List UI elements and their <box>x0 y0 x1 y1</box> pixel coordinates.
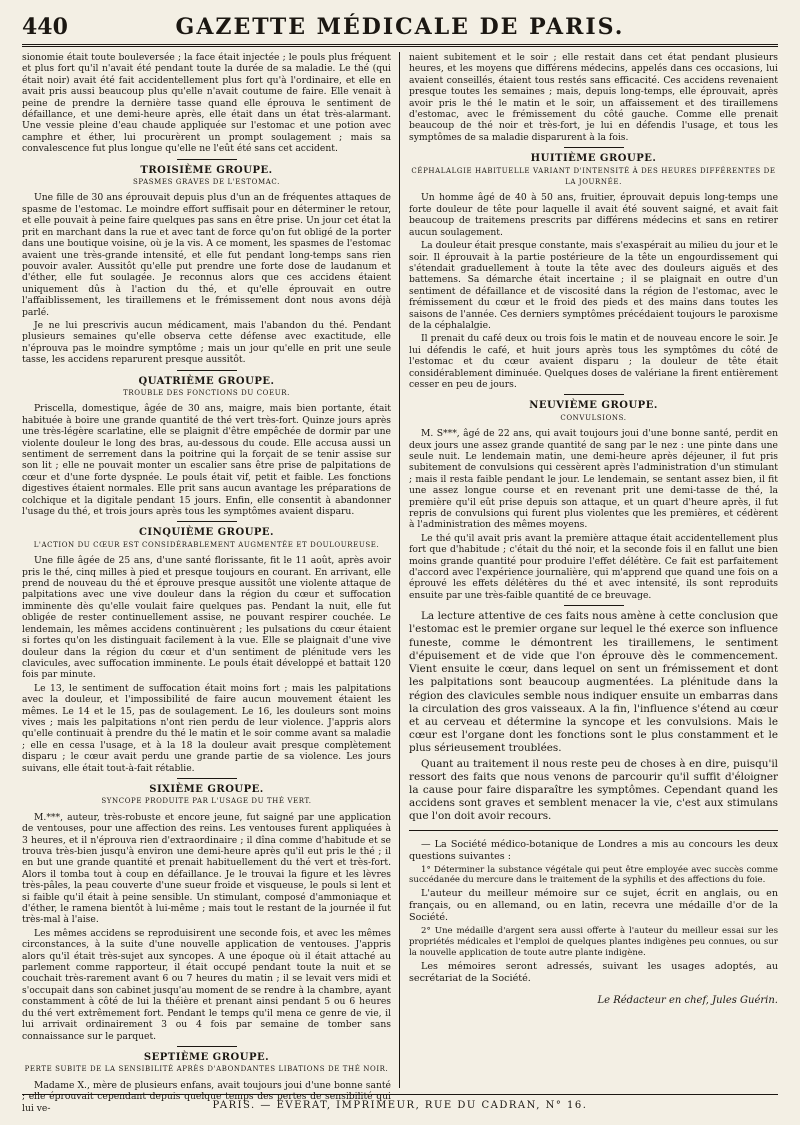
section-title: NEUVIÈME GROUPE. <box>529 400 658 412</box>
paragraph: Le thé qu'il avait pris avant la première attaque était accidentellement plus fort que d'habitude ; c'était du thé noir, et la seconde fois il en fallut une bien moins grande quantité pour produire l'effet délétère. Ce fait est parfaitement d'accord avec l'expérience journalière, qui m'apprend que quand une fois on a éprouvé les effets délétères du thé et avec intensité, ils sont reproduits ensuite par une très-faible quantité de ce breuvage. <box>409 532 778 601</box>
page-number: 440 <box>22 14 68 40</box>
paragraph: Quant au traitement il nous reste peu de choses à en dire, puisqu'il ressort des faits que nous venons de parcourir qu'il suffit d'éloigner la cause pour faire disparaître les symptômes. Cependant quand les accidens sont graves et semblent menacer la vie, c'est aux stimulans que l'on doit avoir recours. <box>409 757 778 823</box>
divider <box>177 521 237 522</box>
paragraph: Il prenait du café deux ou trois fois le matin et de nouveau encore le soir. Je lui défendis le café, et huit jours après tous les symptômes du côté de l'estomac et du cœur avaient disparu ; la douleur de tête était considérablement diminuée. Quelques doses de valériane la firent entièrement cesser en peu de jours. <box>409 333 778 390</box>
divider <box>564 147 624 148</box>
paragraph: — La Société médico-botanique de Londres a mis au concours les deux questions suivantes : <box>409 838 778 862</box>
divider <box>177 1046 237 1047</box>
paragraph: naient subitement et le soir ; elle restait dans cet état pendant plusieurs heures, et les moyens que différens médecins, appelés dans ces occasions, lui avaient conseillés, étaient tous restés sans efficacité. Ces accidens revenaient presque toutes les semaines ; mais, depuis long-temps, elle éprouvait, après avoir pris le thé le matin et le soir, un affaissement et des tiraillemens d'estomac, avec le frémissement du côté gauche. Comme elle prenait beaucoup de thé noir et très-fort, je lui en défendis l'usage, et tous les symptômes de sa maladie disparurent à la fois. <box>409 52 778 143</box>
paragraph: La lecture attentive de ces faits nous amène à cette conclusion que l'estomac est le premier organe sur lequel le thé exerce son influence funeste, comme le démontrent les tiraillemens, le sentiment d'épuisement et de vide que l'on éprouve dès le commencement. Vient ensuite le cœur, dans lequel on sent un frémissement et dont les palpitations sont beaucoup augmentées. La plénitude dans la région des clavicules semble nous indiquer ensuite un embarras dans la circulation des gros vaisseaux. A la fin, l'influence s'étend au cœur et au cerveau et détermine la syncope et les convulsions. Mais le cœur est l'organe dont les fonctions sont le plus constamment et le plus sérieusement troublées. <box>409 610 778 755</box>
journal-title: GAZETTE MÉDICALE DE PARIS. <box>175 14 625 40</box>
paragraph: La douleur était presque constante, mais s'exaspérait au milieu du jour et le soir. Il éprouvait à la partie postérieure de la tête un engourdissement qui s'étendait graduellement à toute la tête avec des douleurs aiguës et des battemens. Sa démarche était incertaine ; il se plaignait en outre d'un sentiment de défaillance et de viscosité dans la région de l'estomac, avec le frémissement du cœur et le froid des pieds et des mains dans toutes les saisons de l'année. Ces derniers symptômes précédaient toujours le paroxisme de la céphalalgie. <box>409 240 778 331</box>
paragraph: M.***, auteur, très-robuste et encore jeune, fut saigné par une application de ventouses, pour une affection des reins. Les ventouses furent appliquées à 3 heures, et il n'éprouva rien d'extraordinaire ; il dîna comme d'habitude et se trouva très-bien jusqu'à environ une demi-heure après qu'il eut pris le thé ; il en but une grande quantité et prenait habituellement du thé vert et très-fort. Alors il tomba tout à coup en défaillance. Je le trouvai la figure et les lèvres très-pâles, la peau couverte d'une sueur froide et visqueuse, le pouls si lent et si faible qu'il était à peine sensible. Un stimulant, composé d'ammoniaque et d'éther, le ramena bientôt à lui-même ; mais tout le restant de la journée il fut très-mal à l'aise. <box>22 811 391 926</box>
section-subtitle: CÉPHALALGIE HABITUELLE VARIANT D'INTENSITÉ À DES HEURES DIFFÉRENTES DE LA JOURNÉE. <box>411 166 776 187</box>
left-column <box>22 52 391 1114</box>
paragraph: Un homme âgé de 40 à 50 ans, fruitier, éprouvait depuis long-temps une forte douleur de tête pour laquelle il avait été souvent saigné, et avait fait beaucoup de traitemens prescrits par différens médecins et sans en retirer aucun soulagement. <box>409 192 778 238</box>
section-subtitle: CONVULSIONS. <box>560 413 627 422</box>
section-subtitle: PERTE SUBITE DE LA SENSIBILITÉ APRÈS D'ABONDANTES LIBATIONS DE THÉ NOIR. <box>24 1065 389 1074</box>
divider <box>177 778 237 779</box>
section-subtitle: SPASMES GRAVES DE L'ESTOMAC. <box>133 178 280 187</box>
section-title: HUITIÈME GROUPE. <box>530 153 657 165</box>
editor-signature: Le Rédacteur en chef, Jules Guérin. <box>597 994 778 1006</box>
column-rule <box>399 52 400 1088</box>
divider <box>177 159 237 160</box>
paragraph: 1° Déterminer la substance végétale qui peut être employée avec succès comme succédanée du mercure dans le traitement de la syphilis et des affections du foie. <box>409 864 778 886</box>
section-subtitle: SYNCOPE PRODUITE PAR L'USAGE DU THÉ VERT. <box>101 797 312 806</box>
paragraph: 2° Une médaille d'argent sera aussi offerte à l'auteur du meilleur essai sur les propriétés médicales et l'emploi de quelques plantes indigènes peu connues, ou sur la nouvelle application de toute autre plante indigène. <box>409 926 778 958</box>
section-title: SIXIÈME GROUPE. <box>149 783 264 795</box>
paragraph: L'auteur du meilleur mémoire sur ce sujet, écrit en anglais, ou en français, ou en allemand, ou en latin, recevra une médaille d'or de la Société. <box>409 888 778 924</box>
announcement <box>409 839 778 985</box>
paragraph: Priscella, domestique, âgée de 30 ans, maigre, mais bien portante, était habituée à boire une grande quantité de thé vert très-fort. Quinze jours après une très-légère scarlatine, elle se plaignit d'être empêchée de dormir par une violente douleur le long des bras, au-dessous du coude. Elle accusa aussi un sentiment de serrement dans la poitrine qui la forçait de se tenir assise sur son lit ; elle ne pouvait monter un escalier sans être prise de palpitations de cœur et d'une forte dyspnée. Le pouls était vif, petit et faible. Les fonctions digestives étaient normales. Elle prit sans aucun avantage les préparations de colchique et la digitale pendant 15 jours. Enfin, elle consentit à abandonner l'usage du thé, et trois jours après tous les symptômes avaient disparu. <box>22 403 391 518</box>
masthead <box>22 8 778 47</box>
paragraph: Les mémoires seront adressés, suivant les usages adoptés, au secrétariat de la Société. <box>409 960 778 984</box>
paragraph: Le 13, le sentiment de suffocation était moins fort ; mais les palpitations avec la douleur, et l'impossibilité de faire aucun mouvement étaient les mêmes. Le 14 et le 15, pas de soulagement. Le 16, les douleurs sont moins vives ; mais les palpitations n'ont rien perdu de leur violence. J'appris alors qu'elle continuait à prendre du thé le matin et le soir comme avant sa maladie ; elle en cessa l'usage, et à la 18 la douleur avait presque complètement disparu ; le cœur avait perdu une grande partie de sa violence. Les jours suivans, elle était tout-à-fait rétablie. <box>22 682 391 774</box>
paragraph: Les mêmes accidens se reproduisirent une seconde fois, et avec les mêmes circonstances, à la suite d'une nouvelle application de ventouses. J'appris alors qu'il était très-sujet aux syncopes. A une époque où il était attaché au parlement comme rapporteur, il était occupé pendant toute la nuit et se couchait très-rarement avant 6 ou 7 heures du matin ; il se levait vers midi et s'occupait dans son cabinet jusqu'au moment de se rendre à la chambre, ayant constamment à côté de lui la théière et prenant ainsi pendant 5 ou 6 heures du thé vert extrêmement fort. Pendant le temps qu'il mena ce genre de vie, il lui arrivait ordinairement 3 ou 4 fois par semaine de tomber sans connaissance sur le parquet. <box>22 927 391 1042</box>
divider <box>177 370 237 371</box>
paragraph: Une fille de 30 ans éprouvait depuis plus d'un an de fréquentes attaques de spasme de l'estomac. Le moindre effort suffisait pour en déterminer le retour, et elle pouvait à peine faire quelques pas sans en être prise. Un jour cet état la prit en marchant dans la rue et avec tant de force qu'on fut obligé de la porter dans une boutique voisine, où je la vis. A ce moment, les spasmes de l'estomac avaient une très-grande intensité, et elle fut pendant long-temps sans rien pouvoir avaler. Aussitôt qu'elle put prendre une forte dose de laudanum et d'éther, elle fut soulagée. Je reconnus alors que ces accidens étaient uniquement dûs à l'action du thé, et qu'elle éprouvait en outre l'affaiblissement, les tiraillemens et le frémissement dont nous avons déjà parlé. <box>22 192 391 318</box>
divider <box>564 605 624 606</box>
conclusion <box>409 610 778 823</box>
section-subtitle: TROUBLE DES FONCTIONS DU COEUR. <box>123 388 290 397</box>
paragraph: M. S***, âgé de 22 ans, qui avait toujours joui d'une bonne santé, perdit en deux jours une assez grande quantité de sang par le nez : une pinte dans une seule nuit. Le lendemain matin, une demi-heure après déjeuner, il fut pris subitement de convulsions qui cessèrent après l'administration d'un stimulant ; mais il resta faible pendant le jour. Le lendemain, se sentant assez bien, il fit une assez longue course et en revenant prit une demi-tasse de thé, la première qu'il eût prise depuis son attaque, et un quart d'heure après, il fut repris de convulsions qui furent plus violentes que les premières, et cédèrent à l'administration des mêmes moyens. <box>409 428 778 531</box>
section-subtitle: L'ACTION DU CŒUR EST CONSIDÉRABLEMENT AUGMENTÉE ET DOULOUREUSE. <box>33 540 380 549</box>
right-column <box>409 52 778 1088</box>
divider <box>564 394 624 395</box>
paragraph: sionomie était toute bouleversée ; la face était injectée ; le pouls plus fréquent et plus fort qu'il n'avait été pendant toute la durée de sa maladie. Le thé (qui était noir) avait été fait accidentellement plus fort qu'à l'ordinaire, et elle en avait pris aussi beaucoup plus qu'elle n'avait coutume de faire. Elle venait à peine de prendre la dernière tasse quand elle éprouva le sentiment de défaillance, et une demi-heure après, elle était dans un état très-alarmant. Une vessie pleine d'eau chaude appliquée sur l'estomac et une potion avec camphre et éther, lui procurèrent un prompt soulagement ; mais sa convalescence fut plus longue qu'elle ne l'eût été sans cet accident. <box>22 52 391 155</box>
section-title: CINQUIÈME GROUPE. <box>138 527 275 539</box>
section-title: QUATRIÈME GROUPE. <box>138 375 275 387</box>
printer-imprint: PARIS. — ÉVERAT, IMPRIMEUR, RUE DU CADRAN, N° 16. <box>22 1094 778 1111</box>
paragraph: Une fille âgée de 25 ans, d'une santé florissante, fit le 11 août, après avoir pris le thé, cinq milles à pied et presque toujours en courant. En arrivant, elle prend de nouveau du thé et éprouve presque aussitôt une violente attaque de palpitations avec une vive douleur dans la région du cœur et suffocation imminente dès qu'elle voulait faire quelques pas. Pendant la nuit, elle fut obligée de rester continuellement assise, ne pouvant respirer couchée. Le lendemain, les mêmes accidens continuèrent ; les pulsations du cœur étaient si fortes qu'on les distinguait facilement à la vue. Elle se plaignait d'une vive douleur dans la région du cœur et d'un sentiment de plénitude vers les clavicules, avec suffocation imminente. Le pouls était développé et battait 120 fois par minute. <box>22 555 391 681</box>
newspaper-page <box>22 8 778 1118</box>
paragraph: Madame X., mère de plusieurs enfans, avait toujours joui d'une bonne santé ; elle éprouvait cependant depuis quelque temps des pertes de sensibilité qui lui ve- <box>22 1079 391 1114</box>
paragraph: Je ne lui prescrivis aucun médicament, mais l'abandon du thé. Pendant plusieurs semaines qu'elle observa cette défense avec exactitude, elle n'éprouva pas le moindre symptôme ; mais un jour qu'elle en prit une seule tasse, les accidens reparurent presque aussitôt. <box>22 319 391 366</box>
divider <box>409 830 778 831</box>
section-title: SEPTIÈME GROUPE. <box>143 1051 270 1063</box>
section-title: TROISIÈME GROUPE. <box>140 164 273 176</box>
